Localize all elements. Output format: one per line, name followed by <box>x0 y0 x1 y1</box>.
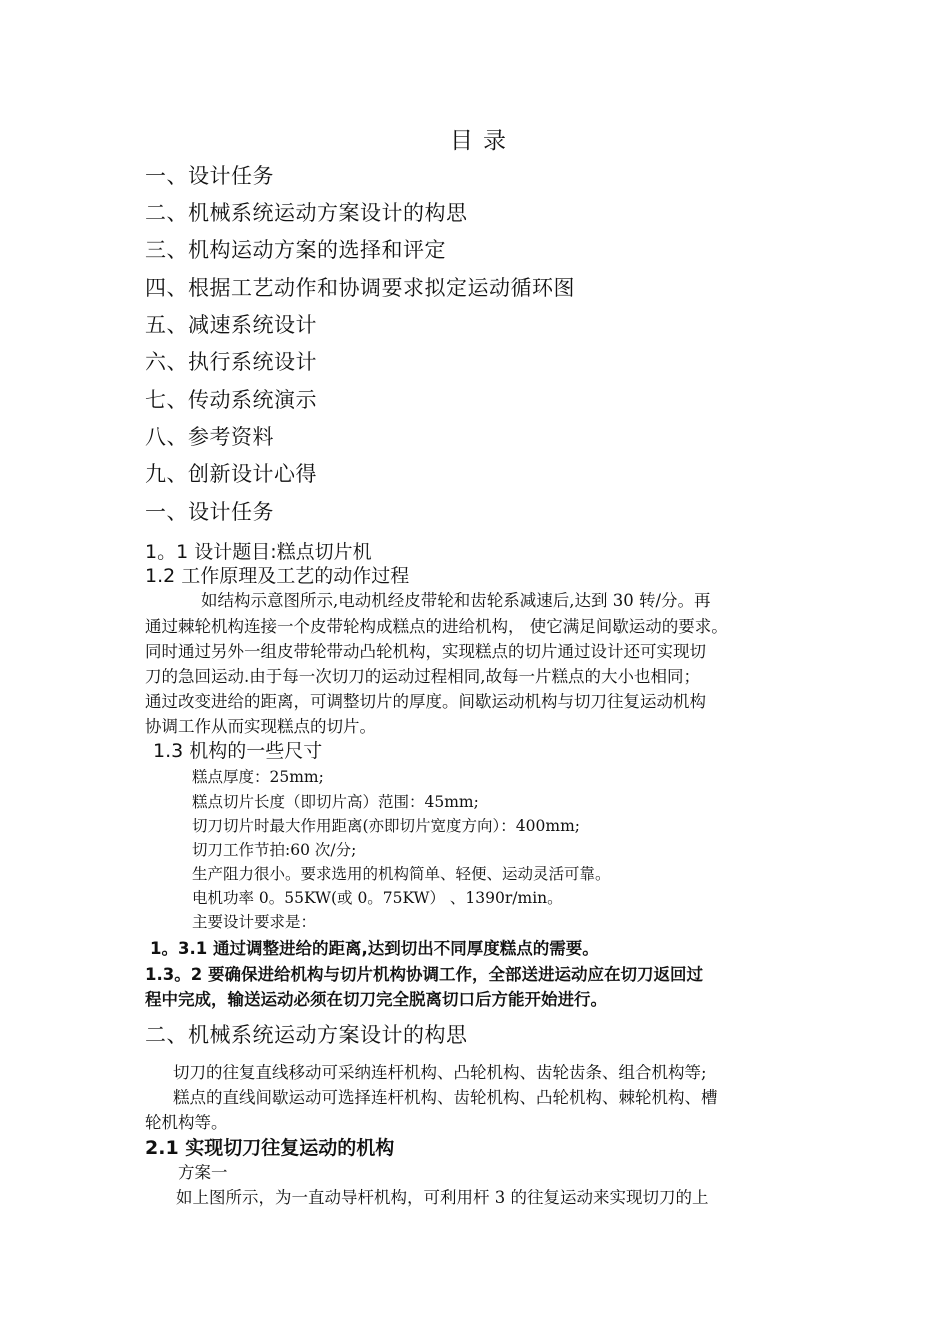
dim-line-4: 切刀工作节拍:60 次/分; <box>192 841 357 859</box>
para-2-line-2: 糕点的直线间歇运动可选择连杆机构、齿轮机构、凸轮机构、棘轮机构、槽 <box>173 1088 718 1107</box>
para-1-2-line-3: 同时通过另外一组皮带轮带动凸轮机构，实现糕点的切片通过设计还可实现切 <box>145 642 706 661</box>
subsection-1-3: 1.3 机构的一些尺寸 <box>153 740 323 762</box>
subsection-1-1: 1。1 设计题目:糕点切片机 <box>145 541 372 563</box>
subsection-2-1: 2.1 实现切刀往复运动的机构 <box>145 1137 395 1159</box>
scheme-label: 方案一 <box>178 1163 228 1182</box>
para-2-1-line-1: 如上图所示，为一直动导杆机构，可利用杆 3 的往复运动来实现切刀的上 <box>176 1188 709 1207</box>
section1-heading: 一、设计任务 <box>145 500 274 524</box>
dim-line-7: 主要设计要求是： <box>192 913 317 931</box>
para-1-2-line-2: 通过棘轮机构连接一个皮带轮构成糕点的进给机构， 使它满足间歇运动的要求。 <box>145 617 728 636</box>
dim-line-3: 切刀切片时最大作用距离(亦即切片宽度方向）：400mm; <box>192 817 581 835</box>
para-1-2-line-6: 协调工作从而实现糕点的切片。 <box>145 717 376 736</box>
toc-item-5: 五、减速系统设计 <box>145 313 317 337</box>
toc-item-1: 一、设计任务 <box>145 164 274 188</box>
toc-item-6: 六、执行系统设计 <box>145 350 317 374</box>
toc-item-8: 八、参考资料 <box>145 425 274 449</box>
toc-item-4: 四、根据工艺动作和协调要求拟定运动循环图 <box>145 276 575 300</box>
para-1-2-line-5: 通过改变进给的距离，可调整切片的厚度。间歇运动机构与切刀往复运动机构 <box>145 692 706 711</box>
para-1-2-line-4: 刀的急回运动.由于每一次切刀的运动过程相同,故每一片糕点的大小也相同； <box>145 667 700 686</box>
toc-item-9: 九、创新设计心得 <box>145 462 317 486</box>
subsection-1-2: 1.2 工作原理及工艺的动作过程 <box>145 565 410 587</box>
dim-line-5: 生产阻力很小。要求选用的机构简单、轻便、运动灵活可靠。 <box>192 865 611 883</box>
requirement-1: 1。3.1 通过调整进给的距离,达到切出不同厚度糕点的需要。 <box>150 939 599 958</box>
para-2-line-3: 轮机构等。 <box>145 1113 228 1132</box>
toc-item-2: 二、机械系统运动方案设计的构思 <box>145 201 468 225</box>
dim-line-1: 糕点厚度：25mm; <box>192 768 324 786</box>
toc-title: 目录 <box>450 128 516 154</box>
para-2-line-1: 切刀的往复直线移动可采纳连杆机构、凸轮机构、齿轮齿条、组合机构等; <box>173 1063 707 1082</box>
dim-line-6: 电机功率 0。55KW(或 0。75KW） 、1390r/min。 <box>192 889 563 907</box>
toc-item-7: 七、传动系统演示 <box>145 388 317 412</box>
dim-line-2: 糕点切片长度（即切片高）范围：45mm; <box>192 793 479 811</box>
toc-item-3: 三、机构运动方案的选择和评定 <box>145 238 446 262</box>
para-1-2-line-1: 如结构示意图所示,电动机经皮带轮和齿轮系减速后,达到 30 转/分。再 <box>201 591 711 610</box>
section2-heading: 二、机械系统运动方案设计的构思 <box>145 1023 468 1047</box>
requirement-2-line-2: 程中完成，输送运动必须在切刀完全脱离切口后方能开始进行。 <box>145 990 607 1009</box>
requirement-2-line-1: 1.3。2 要确保进给机构与切片机构协调工作，全部送进运动应在切刀返回过 <box>145 965 703 984</box>
